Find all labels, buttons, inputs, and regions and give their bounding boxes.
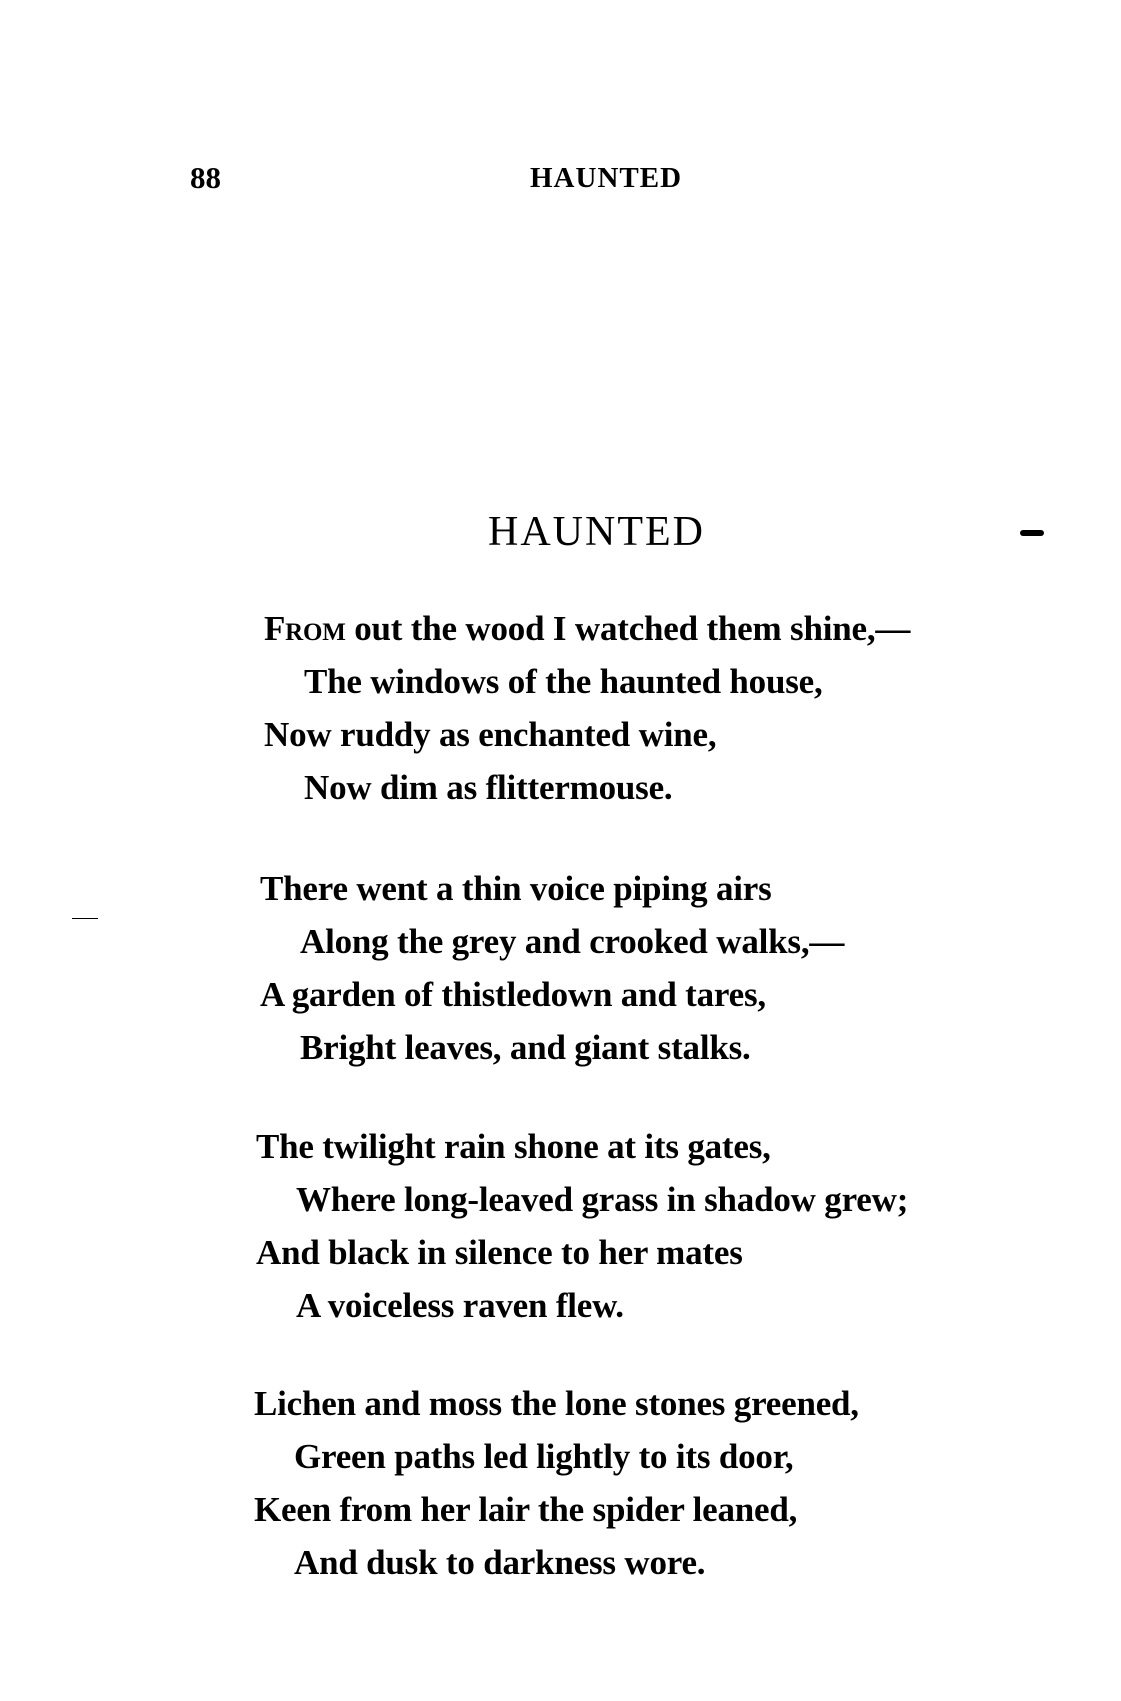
poem-line: A garden of thistledown and tares,: [260, 975, 766, 1014]
poem-title: HAUNTED: [488, 509, 705, 555]
poem-line: There went a thin voice piping airs: [260, 869, 772, 908]
stanza-2: [260, 862, 844, 1074]
first-word: From: [264, 609, 346, 648]
poem-line: Keen from her lair the spider leaned,: [254, 1490, 798, 1529]
stanza-1: [264, 602, 910, 814]
poem-line: Along the grey and crooked walks,—: [300, 922, 845, 961]
page-number: 88: [190, 160, 221, 195]
poem-line: The windows of the haunted house,: [304, 662, 823, 701]
stanza-4: [254, 1377, 859, 1589]
poem-line: Now dim as flittermouse.: [304, 768, 673, 807]
poem-line: Now ruddy as enchanted wine,: [264, 715, 717, 754]
edge-mark: [1020, 530, 1044, 536]
first-line-rest: out the wood I watched them shine,—: [345, 609, 911, 648]
margin-mark: [72, 918, 98, 919]
poem-line: Green paths led lightly to its door,: [294, 1437, 794, 1476]
poem-line: A voiceless raven flew.: [296, 1286, 624, 1325]
poem-line: Bright leaves, and giant stalks.: [300, 1028, 751, 1067]
poem-line: Where long-leaved grass in shadow grew;: [296, 1180, 909, 1219]
stanza-3: [256, 1120, 908, 1332]
poem-line: And black in silence to her mates: [256, 1233, 743, 1272]
poem-line: And dusk to darkness wore.: [294, 1543, 706, 1582]
poem-line: [264, 602, 910, 655]
poem-line: The twilight rain shone at its gates,: [256, 1127, 771, 1166]
poem-line: Lichen and moss the lone stones greened,: [254, 1384, 859, 1423]
running-title: HAUNTED: [530, 162, 683, 194]
running-head: [0, 160, 1121, 200]
